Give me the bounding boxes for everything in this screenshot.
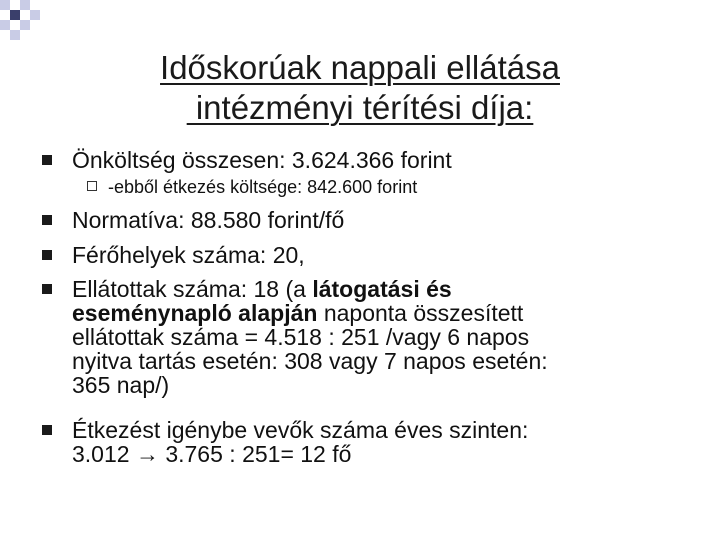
list-item-line: ellátottak száma = 4.518 : 251 /vagy 6 napos — [72, 324, 530, 350]
bullet-icon — [42, 250, 52, 260]
bullet-icon — [42, 215, 52, 225]
bullet-icon — [42, 425, 52, 435]
list-item: Önköltség összesen: 3.624.366 forint — [72, 147, 452, 173]
bold-segment: eseménynapló alapján — [72, 300, 318, 326]
list-item: Normatíva: 88.580 forint/fő — [72, 207, 345, 233]
list-item: Férőhelyek száma: 20, — [72, 242, 305, 268]
title-line-2: intézményi térítési díja: — [186, 89, 534, 126]
bullet-icon — [42, 155, 52, 165]
sub-bullet-icon — [87, 181, 97, 191]
text-segment: naponta összesített — [317, 300, 524, 326]
list-item-line — [72, 277, 452, 301]
text-segment: Ellátottak száma: 18 (a — [72, 276, 313, 302]
list-item-line: 3.012 → 3.765 : 251= 12 fő — [72, 441, 352, 467]
sub-list-item: -ebből étkezés költsége: 842.600 forint — [108, 177, 418, 197]
title-line-1: Időskorúak nappali ellátása — [160, 49, 560, 86]
list-item-line — [72, 301, 523, 325]
list-item-line: nyitva tartás esetén: 308 vagy 7 napos esetén: — [72, 348, 548, 374]
bullet-icon — [42, 284, 52, 294]
list-item-line: Étkezést igénybe vevők száma éves szinten: — [72, 417, 529, 443]
list-item-line: 365 nap/) — [72, 372, 170, 398]
bold-segment: látogatási és — [312, 276, 452, 302]
